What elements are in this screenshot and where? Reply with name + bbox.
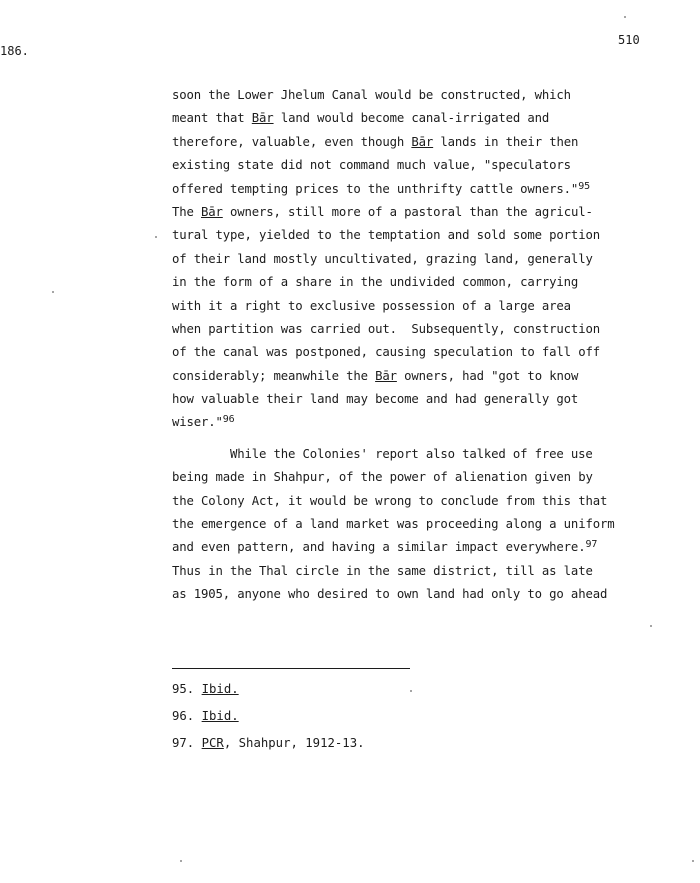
text-line	[172, 248, 672, 271]
text-segment: offered tempting prices to the unthrifty cattle owners."	[172, 181, 579, 196]
paragraph-1	[172, 84, 672, 435]
text-segment: lands in their then	[433, 134, 579, 149]
footnote-marker: 96	[222, 414, 235, 426]
text-segment: wiser."	[172, 415, 223, 430]
text-segment: owners, still more of a pastoral than the agricul-	[222, 204, 593, 219]
footnote-number: 95.	[172, 682, 195, 696]
text-line	[172, 466, 672, 489]
text-segment: the emergence of a land market was proceeding along a uniform	[172, 517, 615, 532]
scan-speck	[155, 236, 157, 238]
footnote-text: , Shahpur, 1912-13.	[223, 736, 365, 750]
text-segment: in the form of a share in the undivided common, carrying	[172, 275, 579, 290]
scan-speck	[180, 860, 182, 862]
text-segment: being made in Shahpur, of the power of alienation given by	[172, 470, 593, 485]
text-segment: when partition was carried out. Subsequently, construction	[172, 321, 600, 336]
text-segment: of their land mostly uncultivated, grazing land, generally	[172, 251, 593, 266]
footnote-separator	[172, 668, 410, 669]
text-line	[172, 201, 672, 224]
text-line	[172, 443, 672, 466]
footnote-reference: PCR	[201, 736, 224, 750]
text-line	[172, 84, 672, 107]
underlined-term: Bār	[375, 368, 397, 383]
scan-speck	[52, 291, 54, 293]
text-segment: existing state did not command much value, "speculators	[172, 158, 571, 173]
text-segment: While the Colonies' report also talked of free use	[230, 446, 593, 461]
body-text	[172, 84, 672, 607]
text-line	[172, 536, 672, 559]
text-line	[172, 271, 672, 294]
footnote-reference: Ibid.	[201, 709, 239, 723]
text-segment: of the canal was postponed, causing speculation to fall off	[172, 345, 600, 360]
text-line	[172, 583, 672, 606]
text-segment: soon the Lower Jhelum Canal would be constructed, which	[172, 88, 571, 102]
text-line	[172, 178, 672, 201]
text-segment: meant that	[172, 111, 252, 126]
text-segment: owners, had "got to know	[396, 368, 579, 383]
text-segment: and even pattern, and having a similar impact everywhere.	[172, 540, 586, 555]
text-segment: tural type, yielded to the temptation and sold some portion	[172, 228, 600, 243]
text-segment: The	[172, 204, 202, 219]
text-line	[172, 365, 672, 388]
page-number-left: 186.	[0, 44, 29, 58]
paragraph-2	[172, 443, 672, 607]
text-segment: therefore, valuable, even though	[172, 134, 412, 149]
scan-speck	[410, 690, 412, 692]
text-line	[172, 131, 672, 154]
text-segment: how valuable their land may become and had generally got	[172, 392, 579, 407]
footnote-item	[172, 730, 365, 757]
text-line	[172, 154, 672, 177]
text-segment: Thus in the Thal circle in the same district, till as late	[172, 563, 593, 578]
text-segment: land would become canal-irrigated and	[273, 111, 550, 126]
text-segment: considerably; meanwhile the	[172, 368, 376, 383]
text-line	[172, 295, 672, 318]
text-segment: as 1905, anyone who desired to own land had only to go ahead	[172, 587, 608, 602]
text-line	[172, 107, 672, 130]
footnote-reference: Ibid.	[201, 682, 239, 696]
footnote-item	[172, 676, 365, 703]
text-line	[172, 341, 672, 364]
scan-speck	[624, 16, 626, 18]
footnote-item	[172, 703, 365, 730]
text-line	[172, 411, 672, 434]
footnote-number: 96.	[172, 709, 195, 723]
text-line	[172, 513, 672, 536]
text-segment: with it a right to exclusive possession of a large area	[172, 298, 571, 313]
text-segment: the Colony Act, it would be wrong to conclude from this that	[172, 493, 608, 508]
page-number-right: 510	[618, 33, 640, 47]
footnote-marker: 97	[585, 539, 598, 551]
text-line	[172, 490, 672, 513]
footnotes	[172, 676, 365, 757]
footnote-marker: 95	[578, 180, 590, 192]
footnote-number: 97.	[172, 736, 195, 750]
underlined-term: Bār	[201, 204, 223, 219]
text-line	[172, 388, 672, 411]
scan-speck	[692, 860, 694, 862]
text-line	[172, 224, 672, 247]
underlined-term: Bār	[251, 111, 274, 126]
scan-speck	[650, 625, 652, 627]
text-line	[172, 560, 672, 583]
underlined-term: Bār	[411, 134, 434, 149]
text-line	[172, 318, 672, 341]
